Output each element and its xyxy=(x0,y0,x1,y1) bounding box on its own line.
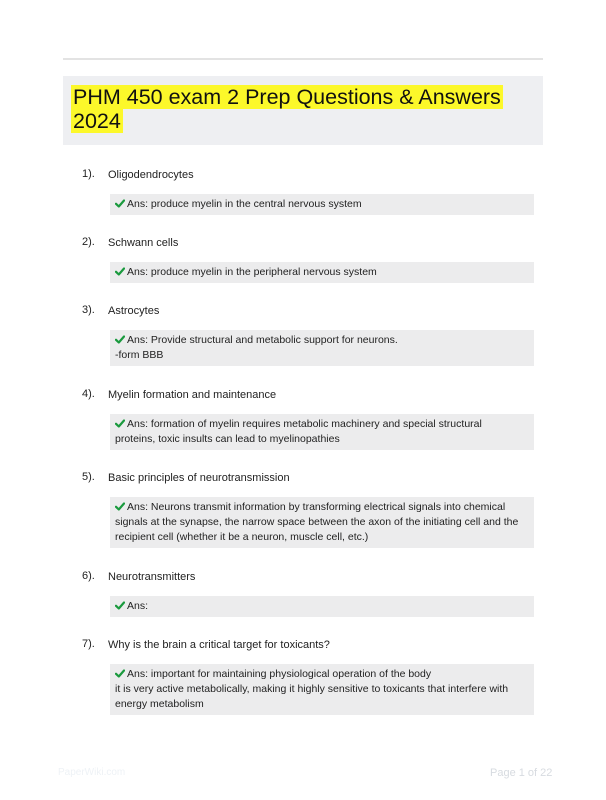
question-number: 5). xyxy=(82,471,95,483)
page-indicator: Page 1 of 22 xyxy=(490,767,553,779)
top-divider xyxy=(63,58,543,60)
title-box xyxy=(63,76,543,145)
answer-text: Ans: formation of myelin requires metabolic machinery and special structural xyxy=(127,418,482,430)
answer-line-row xyxy=(115,417,528,432)
answer-text: Ans: produce myelin in the peripheral nervous system xyxy=(127,266,377,278)
answer-text: signals at the synapse, the narrow space between the axon of the initiating cell and the xyxy=(115,516,519,528)
check-icon xyxy=(115,199,125,208)
question-text: Schwann cells xyxy=(108,237,179,249)
answer-text: Ans: Neurons transmit information by transforming electrical signals into chemical xyxy=(127,501,506,513)
answer-line-row xyxy=(115,197,528,212)
question-number: 6). xyxy=(82,570,95,582)
answer-line-row xyxy=(115,599,528,614)
check-icon xyxy=(115,267,125,276)
answer-text: proteins, toxic insults can lead to myelinopathies xyxy=(115,433,340,445)
question-text: Oligodendrocytes xyxy=(108,169,194,181)
answer-text: Ans: produce myelin in the central nervous system xyxy=(127,198,362,210)
question-text: Neurotransmitters xyxy=(108,571,196,583)
answer-box xyxy=(110,664,534,715)
question-text: Basic principles of neurotransmission xyxy=(108,472,290,484)
answer-text: Ans: important for maintaining physiological operation of the body xyxy=(127,668,432,680)
answer-line-row xyxy=(115,348,528,363)
question-number: 1). xyxy=(82,168,95,180)
answer-line-row xyxy=(115,682,528,697)
watermark: PaperWiki.com xyxy=(58,767,126,778)
answer-line-row xyxy=(115,333,528,348)
answer-text: it is very active metabolically, making it highly sensitive to toxicants that interfere with xyxy=(115,683,509,695)
question-number: 2). xyxy=(82,236,95,248)
answer-line-row xyxy=(115,432,528,447)
answer-text: energy metabolism xyxy=(115,698,204,710)
answer-box xyxy=(110,262,534,283)
check-icon xyxy=(115,669,125,678)
document-title: PHM 450 exam 2 Prep Questions & Answers 2024 xyxy=(73,85,501,133)
question-text: Astrocytes xyxy=(108,305,160,317)
question-text: Myelin formation and maintenance xyxy=(108,389,277,401)
answer-text: recipient cell (whether it be a neuron, muscle cell, etc.) xyxy=(115,531,369,543)
question-number: 4). xyxy=(82,388,95,400)
answer-line-row xyxy=(115,697,528,712)
answer-line-row xyxy=(115,265,528,280)
answer-box xyxy=(110,596,534,617)
answer-line-row xyxy=(115,500,528,515)
check-icon xyxy=(115,601,125,610)
answer-line-row xyxy=(115,515,528,530)
answer-box xyxy=(110,330,534,366)
answer-box xyxy=(110,194,534,215)
check-icon xyxy=(115,502,125,511)
answer-text: -form BBB xyxy=(115,349,164,361)
answer-box xyxy=(110,414,534,450)
check-icon xyxy=(115,335,125,344)
answer-line-row xyxy=(115,667,528,682)
question-number: 7). xyxy=(82,638,95,650)
answer-text: Ans: Provide structural and metabolic support for neurons. xyxy=(127,334,398,346)
check-icon xyxy=(115,419,125,428)
answer-line-row xyxy=(115,530,528,545)
answer-text: Ans: xyxy=(127,600,149,612)
question-number: 3). xyxy=(82,304,95,316)
question-text: Why is the brain a critical target for toxicants? xyxy=(108,639,330,651)
answer-box xyxy=(110,497,534,548)
